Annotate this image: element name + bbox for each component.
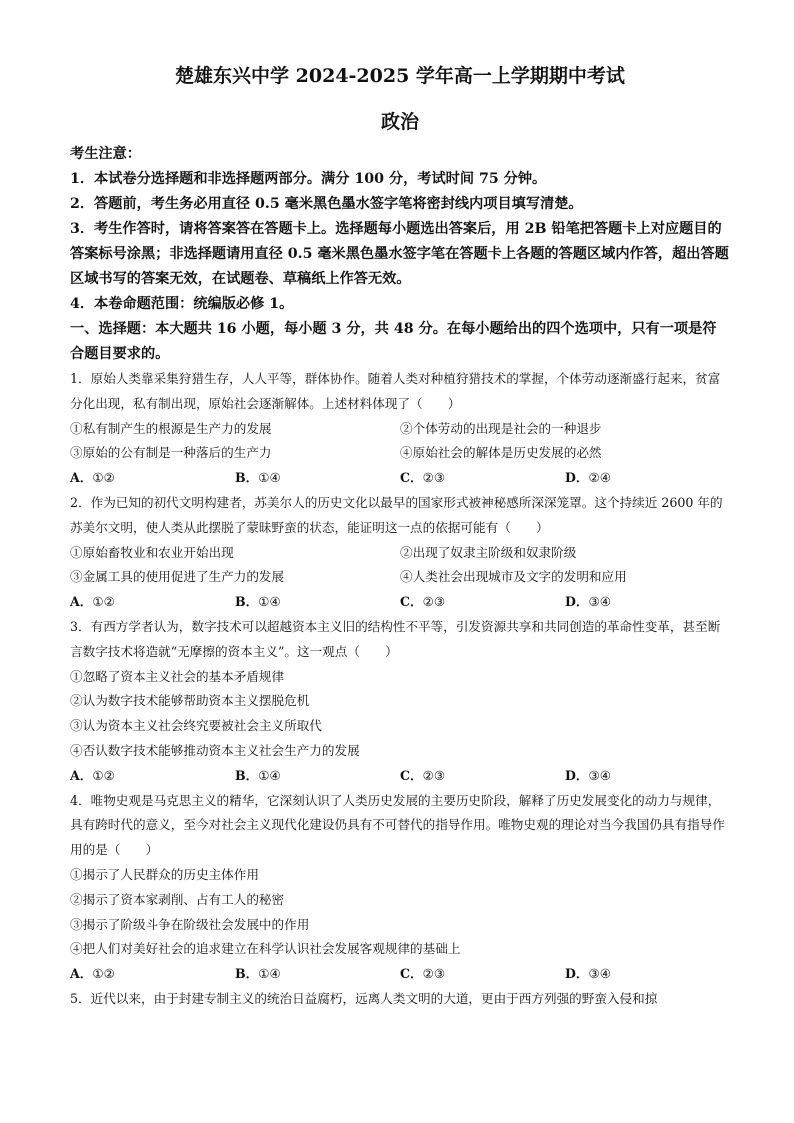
- statement: ①原始畜牧业和农业开始出现: [70, 544, 234, 560]
- choice-c[interactable]: C．②③: [400, 594, 446, 610]
- question-stem: 4．唯物史观是马克思主义的精华，它深刻认识了人类历史发展的主要历史阶段，解释了历史发展变化的动力与规律，具有跨时代的意义，至今对社会主义现代化建设仍具有不可替代的指导作用。唯物史观的理论对当今我国仍具有指导作用的是（ ）: [70, 792, 725, 858]
- choice-d[interactable]: D．②④: [565, 470, 612, 486]
- statement: ②认为数字技术能够帮助资本主义摆脱危机: [70, 693, 310, 709]
- choice-c[interactable]: C．②③: [400, 470, 446, 486]
- choice-a[interactable]: A．①②: [70, 594, 115, 610]
- statement: ③金属工具的使用促进了生产力的发展: [70, 569, 285, 585]
- question-5: [70, 987, 730, 1012]
- statement: ③原始的公有制是一种落后的生产力: [70, 445, 272, 461]
- question-stem: 2．作为已知的初代文明构建者，苏美尔人的历史文化以最早的国家形式被神秘感所深深笼罩。这个持续近 2600 年的苏美尔文明，使人类从此摆脱了蒙昧野蛮的状态，能证明这一点的依据可能有（ ）: [70, 494, 723, 535]
- statement: ④否认数字技术能够推动资本主义社会生产力的发展: [70, 742, 360, 758]
- statement-row: [70, 541, 730, 566]
- statement: ①忽略了资本主义社会的基本矛盾规律: [70, 668, 285, 684]
- statement: ④人类社会出现城市及文字的发明和应用: [400, 569, 627, 585]
- choice-row: [70, 466, 730, 491]
- notes-heading: 考生注意：: [70, 146, 141, 162]
- note-item: 2．答题前，考生务必用直径 0.5 毫米黑色墨水签字笔将密封线内项目填写清楚。: [70, 196, 583, 212]
- statement-row: [70, 417, 730, 442]
- statement-row: [70, 441, 730, 466]
- choice-c[interactable]: C．②③: [400, 767, 446, 783]
- choice-c[interactable]: C．②③: [400, 966, 446, 982]
- question-stem: 1．原始人类靠采集狩猎生存，人人平等，群体协作。随着人类对种植狩猎技术的掌握，个体劳动逐渐盛行起来，贫富分化出现，私有制出现，原始社会逐渐解体。上述材料体现了（ ）: [70, 371, 721, 411]
- statement: ②揭示了资本家剥削、占有工人的秘密: [70, 891, 285, 907]
- choice-b[interactable]: B．①④: [235, 966, 281, 982]
- choice-d[interactable]: D．③④: [565, 594, 612, 610]
- question-4: [70, 789, 730, 987]
- statement: ②个体劳动的出现是社会的一种退步: [400, 420, 602, 436]
- choice-a[interactable]: A．①②: [70, 470, 115, 486]
- note-item: 1．本试卷分选择题和非选择题两部分。满分 100 分，考试时间 75 分钟。: [70, 171, 547, 187]
- statement: ③认为资本主义社会终究要被社会主义所取代: [70, 718, 322, 734]
- choice-a[interactable]: A．①②: [70, 767, 115, 783]
- statement: ④把人们对美好社会的追求建立在科学认识社会发展客观规律的基础上: [70, 941, 461, 957]
- statement: ③揭示了阶级斗争在阶级社会发展中的作用: [70, 916, 310, 932]
- statement: ④原始社会的解体是历史发展的必然: [400, 445, 602, 461]
- question-stem: 3．有西方学者认为，数字技术可以超越资本主义旧的结构性不平等，引发资源共享和共同创造的革命性变革，甚至断言数字技术将造就“无摩擦的资本主义”。这一观点（ ）: [70, 618, 721, 659]
- note-item: 4．本卷命题范围：统编版必修 1。: [70, 296, 294, 312]
- question-stem: 5．近代以来，由于封建专制主义的统治日益腐朽，远离人类文明的大道，更由于西方列强的野蛮入侵和掠: [70, 990, 658, 1006]
- choice-row: [70, 962, 730, 987]
- choice-b[interactable]: B．①④: [235, 594, 281, 610]
- statement: ②出现了奴隶主阶级和奴隶阶级: [400, 544, 577, 560]
- statement: ①私有制产生的根源是生产力的发展: [70, 420, 272, 436]
- subject-title: 政治: [380, 111, 419, 133]
- exam-page: [70, 62, 730, 1012]
- exam-notes: [70, 142, 730, 317]
- choice-d[interactable]: D．③④: [565, 767, 612, 783]
- choice-d[interactable]: D．③④: [565, 966, 612, 982]
- section-heading: 一、选择题：本大题共 16 小题，每小题 3 分，共 48 分。在每小题给出的四个选项中，只有一项是符合题目要求的。: [70, 321, 717, 362]
- note-item: 3．考生作答时，请将答案答在答题卡上。选择题每小题选出答案后，用 2B 铅笔把答题卡上对应题目的答案标号涂黑；非选择题请用直径 0.5 毫米黑色墨水签字笔在答题卡上各题的答题区域内作答，超出答题区域书写的答案无效，在试题卷、草稿纸上作答无效。: [70, 221, 729, 287]
- page-title: 楚雄东兴中学 2024-2025 学年高一上学期期中考试: [175, 65, 625, 87]
- statement: ①揭示了人民群众的历史主体作用: [70, 866, 259, 882]
- statement-row: [70, 565, 730, 590]
- choice-b[interactable]: B．①④: [235, 767, 281, 783]
- question-2: [70, 491, 730, 615]
- choice-row: [70, 764, 730, 789]
- question-1: [70, 367, 730, 491]
- question-3: [70, 615, 730, 789]
- choice-b[interactable]: B．①④: [235, 470, 281, 486]
- choice-row: [70, 590, 730, 615]
- choice-a[interactable]: A．①②: [70, 966, 115, 982]
